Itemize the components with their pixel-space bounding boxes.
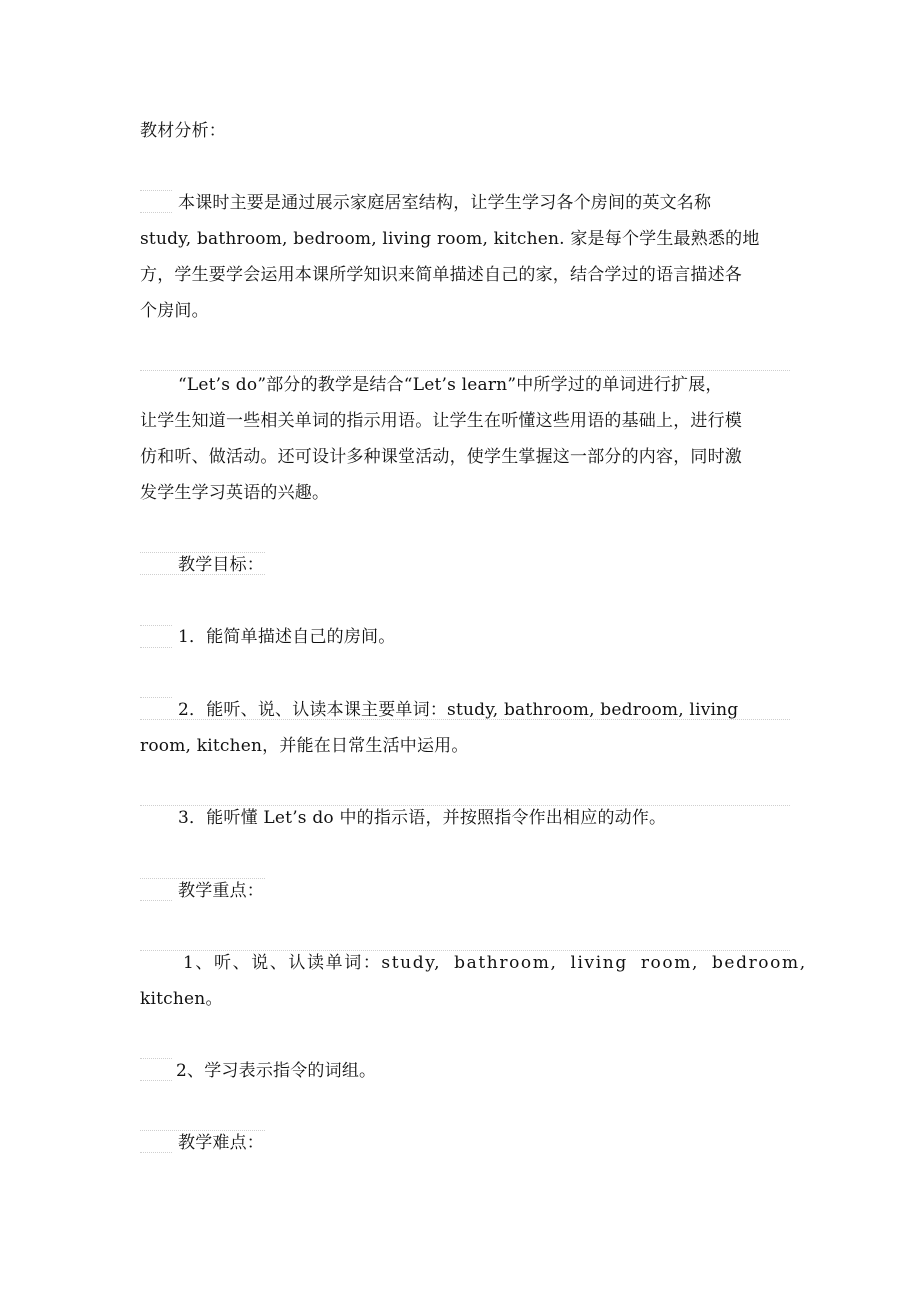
indent-marker (140, 1152, 172, 1153)
para1-line3: 方，学生要学会运用本课所学知识来简单描述自己的家，结合学过的语言描述各 (140, 265, 742, 285)
indent-marker (140, 647, 172, 648)
indent-marker (140, 190, 172, 191)
heading-key-points: 教学重点： (178, 881, 264, 901)
paragraph-border (140, 1130, 265, 1131)
key-item-1-line1: 1、听、说、认读单词：study, bathroom, living room, bedroom, (183, 953, 807, 973)
heading-teaching-goals: 教学目标： (178, 555, 264, 575)
indent-marker (140, 900, 172, 901)
goal-item-2-line2: room, kitchen，并能在日常生活中运用。 (140, 736, 469, 756)
para1-line2: study, bathroom, bedroom, living room, kitchen. 家是每个学生最熟悉的地 (140, 229, 760, 249)
goal-item-3: 3．能听懂 Let’s do 中的指示语，并按照指令作出相应的动作。 (178, 808, 667, 828)
indent-marker (140, 697, 172, 698)
indent-marker (140, 625, 172, 626)
para1-line1: 本课时主要是通过展示家庭居室结构，让学生学习各个房间的英文名称 (178, 193, 712, 213)
goal-item-2-line1: 2．能听、说、认读本课主要单词：study, bathroom, bedroom, living (178, 700, 739, 720)
indent-marker (140, 1058, 172, 1059)
para2-line1: “Let’s do”部分的教学是结合“Let’s learn”中所学过的单词进行扩展， (178, 375, 723, 395)
para2-line3: 仿和听、做活动。还可设计多种课堂活动，使学生掌握这一部分的内容，同时激 (140, 447, 742, 467)
paragraph-border (140, 370, 790, 371)
para2-line2: 让学生知道一些相关单词的指示用语。让学生在听懂这些用语的基础上，进行模 (140, 411, 742, 431)
paragraph-border (140, 552, 265, 553)
para2-line4: 发学生学习英语的兴趣。 (140, 483, 330, 503)
paragraph-border (140, 878, 265, 879)
indent-marker (140, 1080, 172, 1081)
goal-item-1: 1．能简单描述自己的房间。 (178, 627, 396, 647)
heading-textbook-analysis: 教材分析： (140, 121, 226, 141)
paragraph-border (140, 950, 790, 951)
heading-difficult-points: 教学难点： (178, 1133, 264, 1153)
paragraph-border (140, 805, 790, 806)
key-item-1-line2: kitchen。 (140, 989, 223, 1009)
indent-marker (140, 212, 172, 213)
para1-line4: 个房间。 (140, 301, 209, 321)
key-item-2: 2、学习表示指令的词组。 (176, 1061, 377, 1081)
